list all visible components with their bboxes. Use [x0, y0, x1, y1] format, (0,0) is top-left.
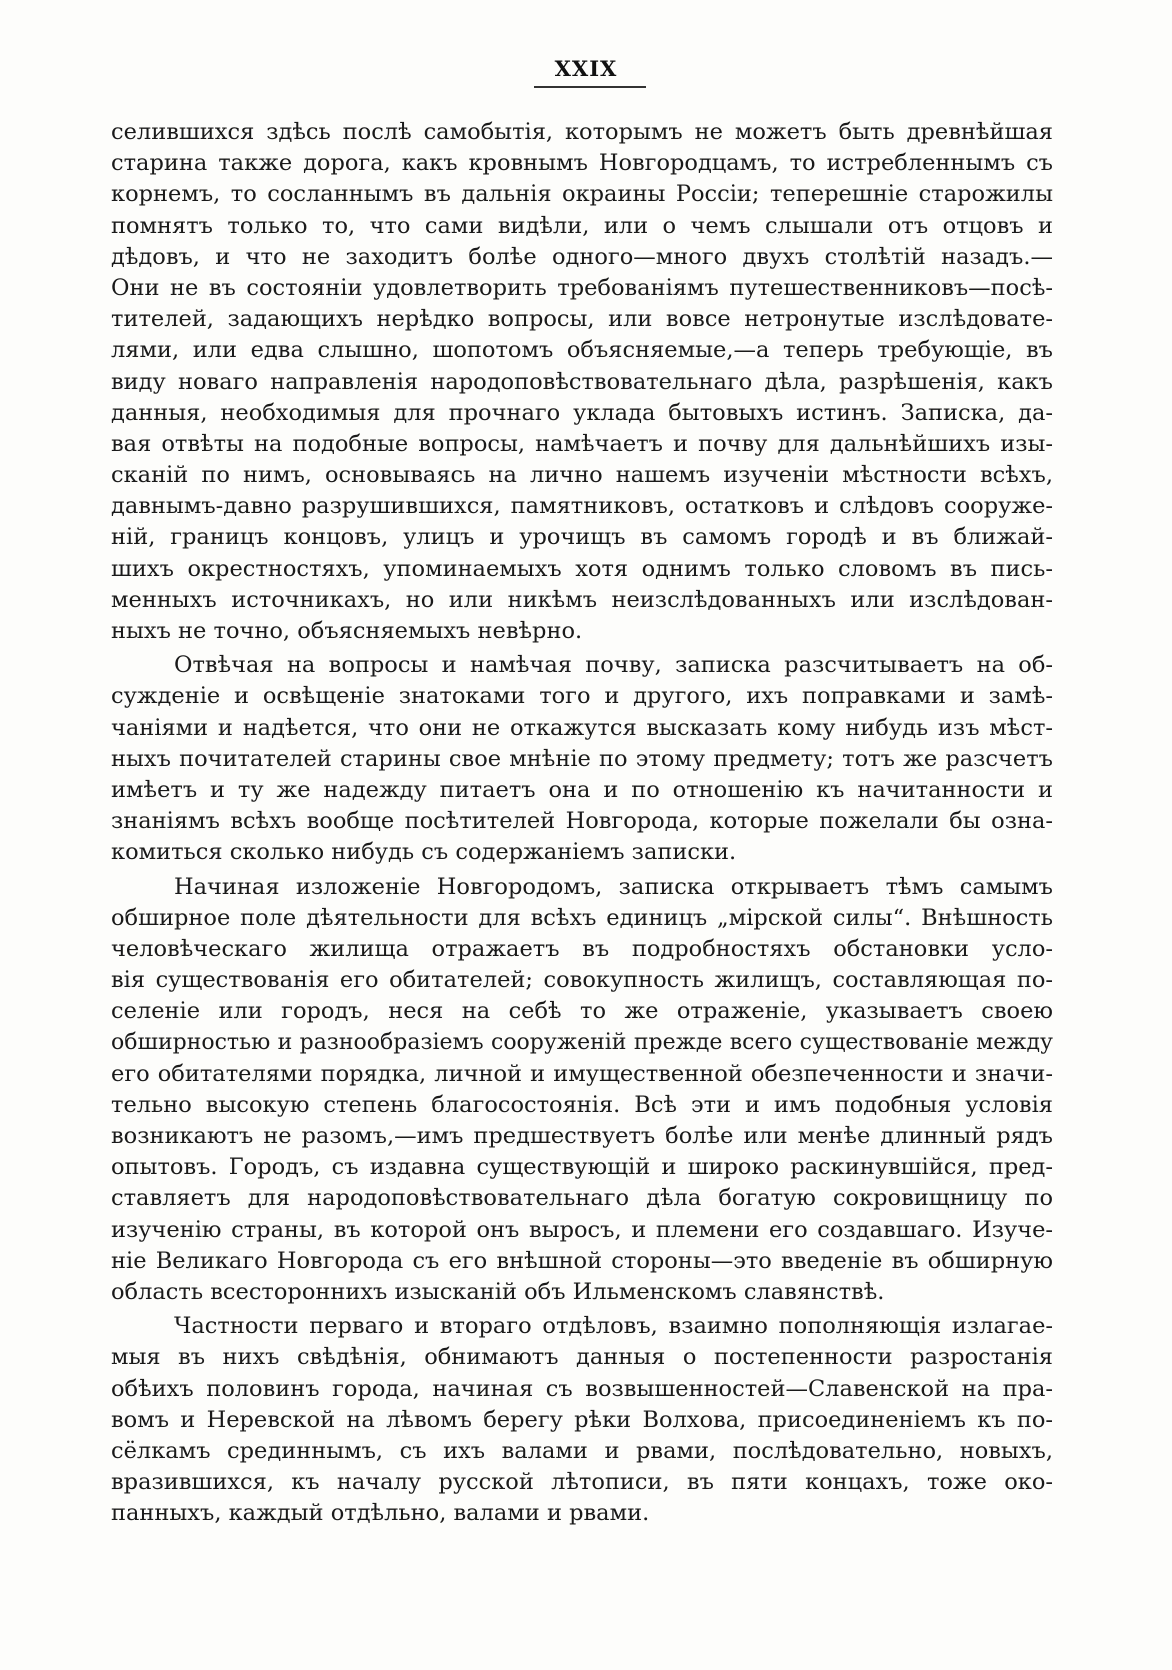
- text-line: возникаютъ не разомъ,—имъ предшествуетъ болѣе или менѣе длинный рядъ: [111, 1123, 1053, 1149]
- text-line: вразившихся, къ началу русской лѣтописи, въ пяти концахъ, тоже око-: [111, 1469, 1053, 1496]
- text-line: виду новаго направленія народоповѣствовательнаго дѣла, разрѣшенія, какъ: [111, 368, 1053, 395]
- text-line: старина также дорога, какъ кровнымъ Новгородцамъ, то истребленнымъ съ: [111, 150, 1053, 177]
- text-line: дѣдовъ, и что не заходитъ болѣе одного—много двухъ столѣтій назадъ.—: [111, 243, 1053, 270]
- text-line: ныхъ не точно, объясняемыхъ невѣрно.: [111, 618, 583, 644]
- text-line: Начиная изложеніе Новгородомъ, записка открываетъ тѣмъ самымъ: [174, 873, 1053, 900]
- text-line: вая отвѣты на подобные вопросы, намѣчаетъ и почву для дальнѣйшихъ изы-: [111, 430, 1053, 457]
- text-line: Частности перваго и втораго отдѣловъ, взаимно пополняющія излагае-: [174, 1313, 1053, 1340]
- text-line: селившихся здѣсь послѣ самобытія, которымъ не можетъ быть древнѣйшая: [111, 119, 1053, 145]
- text-line: селеніе или городъ, неся на себѣ то же отраженіе, указываетъ своею: [111, 998, 1053, 1025]
- paragraph: [111, 872, 1053, 1309]
- page-header: [0, 56, 1172, 82]
- paragraph: [111, 117, 1053, 647]
- text-line: ніе Великаго Новгорода съ его внѣшной стороны—это введеніе въ обширную: [111, 1247, 1053, 1274]
- text-line: ній, границъ концовъ, улицъ и урочищъ въ самомъ городѣ и въ ближай-: [111, 524, 1053, 551]
- text-line: шихъ окрестностяхъ, упоминаемыхъ хотя однимъ только словомъ въ пись-: [111, 555, 1053, 582]
- text-line: мыя въ нихъ свѣдѣнія, обнимаютъ данныя о постепенности разростанія: [111, 1344, 1053, 1371]
- text-line: чаніями и надѣется, что они не откажутся высказать кому нибудь изъ мѣст-: [111, 714, 1053, 741]
- text-line: обширностью и разнообразіемъ сооруженій прежде всего существованіе между: [111, 1030, 1053, 1056]
- text-line: человѣческаго жилища отражаетъ въ подробностяхъ обстановки усло-: [111, 935, 1053, 962]
- text-line: сёлкамъ срединнымъ, съ ихъ валами и рвами, послѣдовательно, новыхъ,: [111, 1437, 1053, 1464]
- text-line: сканій по нимъ, основываясь на лично нашемъ изученіи мѣстности всѣхъ,: [111, 462, 1053, 489]
- text-line: тельно высокую степень благосостоянія. Всѣ эти и имъ подобныя условія: [111, 1091, 1053, 1118]
- text-line: данныя, необходимыя для прочнаго уклада бытовыхъ истинъ. Записка, да-: [111, 399, 1053, 426]
- text-line: корнемъ, то сосланнымъ въ дальнія окраины Россіи; теперешніе старожилы: [111, 181, 1053, 208]
- text-line: его обитателями порядка, личной и имущественной обезпеченности и значи-: [111, 1060, 1053, 1087]
- text-line: область всестороннихъ изысканій объ Ильменскомъ славянствѣ.: [111, 1278, 885, 1305]
- text-line: обширное поле дѣятельности для всѣхъ единицъ „мірской силы“. Внѣшность: [111, 904, 1053, 931]
- text-line: опытовъ. Городъ, съ издавна существующій и широко раскинувшійся, пред-: [111, 1154, 1053, 1181]
- page-number: XXIX: [554, 56, 618, 81]
- text-line: комиться сколько нибудь съ содержаніемъ записки.: [111, 839, 737, 866]
- paragraph: [111, 650, 1053, 868]
- text-line: Отвѣчая на вопросы и намѣчая почву, записка разсчитываетъ на об-: [174, 652, 1053, 679]
- text-line: давнымъ-давно разрушившихся, памятниковъ, остатковъ и слѣдовъ сооруже-: [111, 493, 1053, 520]
- text-line: имѣетъ и ту же надежду питаетъ она и по отношенію къ начитанности и: [111, 776, 1053, 803]
- text-line: Они не въ состояніи удовлетворить требованіямъ путешественниковъ—посѣ-: [111, 274, 1053, 301]
- text-line: вомъ и Неревской на лѣвомъ берегу рѣки Волхова, присоединеніемъ къ по-: [111, 1406, 1053, 1433]
- text-line: лями, или едва слышно, шопотомъ объясняемые,—а теперь требующіе, въ: [111, 337, 1053, 364]
- text-line: ставляетъ для народоповѣствовательнаго дѣла богатую сокровищницу по: [111, 1185, 1053, 1212]
- text-line: менныхъ источникахъ, но или никѣмъ неизслѣдованныхъ или изслѣдован-: [111, 586, 1053, 613]
- text-line: сужденіе и освѣщеніе знатоками того и другого, ихъ поправками и замѣ-: [111, 683, 1053, 710]
- text-line: изученію страны, въ которой онъ выросъ, и племени его создавшаго. Изуче-: [111, 1216, 1053, 1243]
- body-text: [111, 117, 1053, 1529]
- text-line: вія существованія его обитателей; совокупность жилищъ, составляющая по-: [111, 967, 1053, 994]
- text-line: помнятъ только то, что сами видѣли, или о чемъ слышали отъ отцовъ и: [111, 212, 1053, 239]
- text-line: панныхъ, каждый отдѣльно, валами и рвами.: [111, 1500, 650, 1527]
- text-line: обѣихъ половинъ города, начиная съ возвышенностей—Славенской на пра-: [111, 1375, 1053, 1402]
- text-line: ныхъ почитателей старины свое мнѣніе по этому предмету; тотъ же разсчетъ: [111, 745, 1053, 772]
- text-line: тителей, задающихъ нерѣдко вопросы, или вовсе нетронутые изслѣдовате-: [111, 306, 1053, 333]
- header-rule: [534, 86, 646, 88]
- paragraph: [111, 1311, 1053, 1529]
- text-line: знаніямъ всѣхъ вообще посѣтителей Новгорода, которые пожелали бы озна-: [111, 808, 1053, 835]
